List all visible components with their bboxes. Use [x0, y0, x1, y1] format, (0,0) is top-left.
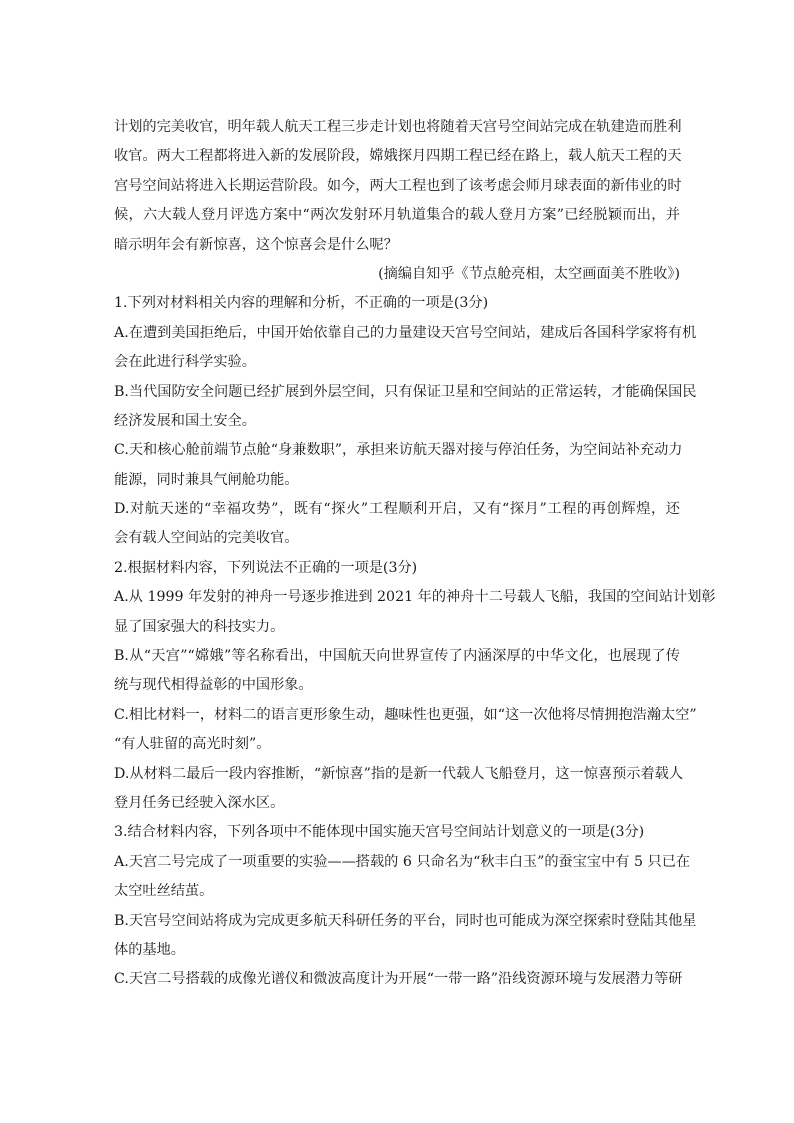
option-a: [114, 848, 691, 907]
option-b: [114, 907, 697, 966]
option-line: “有人驻留的高光时刻”。: [114, 736, 271, 753]
option-line: 能源，同时兼具气闸舱功能。: [114, 471, 299, 488]
passage-line: 收官。两大工程都将进入新的发展阶段，嫦娥探月四期工程已经在路上，载人航天工程的天: [114, 148, 682, 165]
document-page: [114, 113, 716, 995]
option-line: 统与现代相得益彰的中国形象。: [114, 677, 313, 694]
passage-line: 候，六大载人登月评选方案中“两次发射环月轨道集合的载人登月方案”已经脱颖而出，并: [114, 207, 680, 224]
option-c: [114, 965, 683, 994]
option-d: [114, 760, 684, 819]
option-line: A.天宫二号完成了一项重要的实验——搭载的 6 只命名为“秋丰白玉”的蚕宝宝中有 5 只已在: [114, 853, 691, 870]
option-line: 显了国家强大的科技实力。: [114, 618, 285, 635]
option-b: [114, 642, 680, 701]
question-stem: 3.结合材料内容，下列各项中不能体现中国实施天宫号空间站计划意义的一项是(3分): [114, 824, 645, 841]
question-2: [114, 554, 716, 819]
passage-paragraph: [114, 113, 680, 260]
question-stem: 2.根据材料内容，下列说法不正确的一项是(3分): [114, 559, 418, 576]
option-line: 会在此进行科学实验。: [114, 354, 256, 371]
option-line: 太空吐丝结茧。: [114, 883, 214, 900]
option-line: C.天宫二号搭载的成像光谱仪和微波高度计为开展“一带一路”沿线资源环境与发展潜力等研: [114, 971, 683, 988]
option-c: [114, 701, 697, 760]
option-line: B.天宫号空间站将成为完成更多航天科研任务的平台，同时也可能成为深空探索时登陆其他星: [114, 912, 697, 929]
option-line: B.当代国防安全问题已经扩展到外层空间，只有保证卫星和空间站的正常运转，才能确保国民: [114, 383, 697, 400]
option-line: C.天和核心舱前端节点舱“身兼数职”，承担来访航天器对接与停泊任务，为空间站补充动力: [114, 442, 683, 459]
question-3: [114, 818, 697, 994]
option-line: B.从“天宫”“嫦娥”等名称看出，中国航天向世界宣传了内涵深厚的中华文化，也展现了传: [114, 648, 680, 665]
option-a: [114, 583, 716, 642]
source-citation: (摘编自知乎《节点舱亮相，太空画面美不胜收》): [378, 265, 680, 282]
option-line: 登月任务已经驶入深水区。: [114, 794, 285, 811]
option-line: 体的基地。: [114, 941, 185, 958]
option-line: A.从 1999 年发射的神舟一号逐步推进到 2021 年的神舟十二号载人飞船，我国的空间站计划彰: [114, 589, 716, 606]
option-b: [114, 378, 697, 437]
option-d: [114, 495, 680, 554]
option-line: 会有载人空间站的完美收官。: [114, 530, 299, 547]
passage-line: 宫号空间站将进入长期运营阶段。如今，两大工程也到了该考虑会师月球表面的新伟业的时: [114, 177, 682, 194]
option-line: C.相比材料一，材料二的语言更形象生动，趣味性也更强，如“这一次他将尽情拥抱浩瀚太空”: [114, 706, 697, 723]
question-1: [114, 289, 697, 554]
option-c: [114, 436, 683, 495]
passage-line: 计划的完美收官，明年载人航天工程三步走计划也将随着天宫号空间站完成在轨建造而胜利: [114, 119, 682, 135]
option-line: D.对航天迷的“幸福攻势”，既有“探火”工程顺利开启，又有“探月”工程的再创辉煌，还: [114, 501, 680, 518]
option-line: D.从材料二最后一段内容推断，“新惊喜”指的是新一代载人飞船登月，这一惊喜预示着载人: [114, 765, 684, 782]
option-line: 经济发展和国土安全。: [114, 412, 256, 429]
passage-line: 暗示明年会有新惊喜，这个惊喜会是什么呢？: [114, 236, 398, 253]
question-stem: 1.下列对材料相关内容的理解和分析，不正确的一项是(3分): [114, 295, 489, 312]
option-line: A.在遭到美国拒绝后，中国开始依靠自己的力量建设天宫号空间站，建成后各国科学家将有机: [114, 324, 697, 341]
option-a: [114, 319, 697, 378]
